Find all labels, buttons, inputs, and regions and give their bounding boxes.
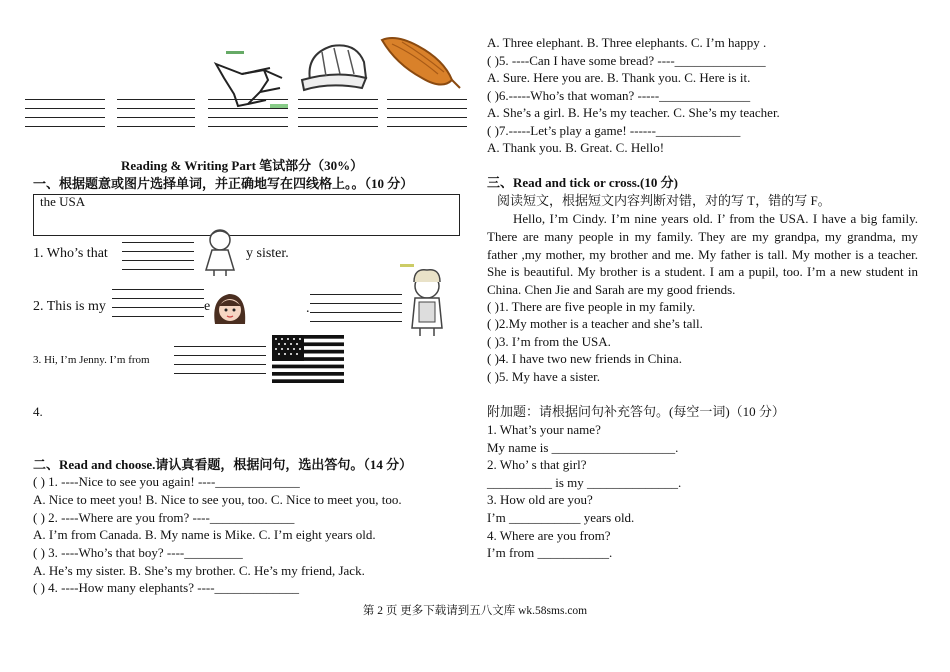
- usa-flag-image: [272, 335, 344, 383]
- schoolgirl-image: [400, 262, 454, 338]
- s2-q5-options: A. Sure. Here you are. B. Thank you. C. Here is it.: [487, 70, 751, 85]
- s2-q6: ( )6.-----Who’s that woman? -----______________: [487, 88, 751, 103]
- s2-q7-options: A. Thank you. B. Great. C. Hello!: [487, 140, 665, 155]
- four-line-grid-2[interactable]: [117, 99, 195, 135]
- s2-q7: ( )7.-----Let’s play a game! ------_____________: [487, 123, 741, 138]
- tf-item-5: ( )5. My have a sister.: [487, 369, 601, 384]
- q3-four-line-grid[interactable]: [174, 346, 266, 382]
- tf-item-1: ( )1. There are five people in my family.: [487, 299, 696, 314]
- section-2-heading: 二、Read and choose.请认真看题，根据问句，选出答句。（14 分）: [33, 457, 413, 472]
- bonus-a2: __________ is my ______________.: [487, 475, 682, 490]
- bonus-q3: 3. How old are you?: [487, 492, 593, 507]
- tf-item-4: ( )4. I have two new friends in China.: [487, 351, 682, 366]
- tf-item-3: ( )3. I’m from the USA.: [487, 334, 611, 349]
- four-line-grid-1[interactable]: [25, 99, 105, 135]
- four-line-grid-5[interactable]: [387, 99, 467, 135]
- reading-passage: Hello, I’m Cindy. I’m nine years old. I’ from the USA. I have a big family. There are many people in my family. They are my grandpa, my grandma, my father ,my mother, my brother and me. My father is tall. My mother is a teacher. She is beautiful. My brother is a student. I am a pupil, too. I’m a new student in China. Chen Jie and Sarah are my good friends.: [487, 211, 918, 298]
- s2-q3: ( ) 3. ----Who’s that boy? ----_________: [33, 545, 243, 560]
- q2-prefix: 2. This is my: [33, 299, 106, 314]
- q1-suffix: y sister.: [246, 246, 289, 261]
- bonus-q2: 2. Who’ s that girl?: [487, 457, 587, 472]
- s2-q5: ( )5. ----Can I have some bread? ----______________: [487, 53, 766, 68]
- girl-image: [198, 226, 248, 276]
- q2-dot: .: [306, 301, 310, 316]
- section-1-heading: 一、根据题意或图片选择单词，并正确地写在四线格上。。（10 分）: [33, 176, 414, 191]
- s2-q2: ( ) 2. ----Where are you from? ----_____________: [33, 510, 295, 525]
- page-footer: 第 2 页 更多下载请到五八文库 wk.58sms.com: [362, 605, 588, 617]
- q2-four-line-grid-1[interactable]: [112, 289, 204, 325]
- q2-four-line-grid-2[interactable]: [310, 294, 402, 330]
- s2-q4-options: A. Three elephant. B. Three elephants. C. I’m happy .: [487, 35, 767, 50]
- s2-q4: ( ) 4. ----How many elephants? ----_____________: [33, 580, 300, 595]
- tf-item-2: ( )2.My mother is a teacher and she’s tall.: [487, 316, 703, 331]
- q2-mid: e: [204, 299, 211, 314]
- girl-portrait-image: [209, 290, 251, 330]
- s2-q1-options: A. Nice to meet you! B. Nice to see you, too. C. Nice to meet you, too.: [33, 492, 402, 507]
- s2-q6-options: A. She’s a girl. B. He’s my teacher. C. She’s my teacher.: [487, 105, 780, 120]
- bonus-q1: 1. What’s your name?: [487, 422, 601, 437]
- s2-q3-options: A. He’s my sister. B. She’s my brother. C. He’s my friend, Jack.: [33, 563, 365, 578]
- q3-text: 3. Hi, I’m Jenny. I’m from: [33, 354, 150, 366]
- q4-text: 4.: [33, 404, 43, 419]
- q1-four-line-grid[interactable]: [122, 242, 194, 278]
- part-title: Reading & Writing Part 笔试部分（30%）: [121, 158, 364, 173]
- section-3-heading: 三、Read and tick or cross.(10 分): [487, 175, 678, 190]
- four-line-grid-4[interactable]: [298, 99, 378, 135]
- pointing-hand-image: [212, 48, 294, 110]
- bonus-a4: I’m from ___________.: [487, 545, 613, 560]
- bonus-q4: 4. Where are you from?: [487, 528, 611, 543]
- q1-prefix: 1. Who’s that: [33, 246, 108, 261]
- s2-q1: ( ) 1. ----Nice to see you again! ----_____________: [33, 474, 300, 489]
- bonus-a3: I’m ___________ years old.: [487, 510, 635, 525]
- s2-q2-options: A. I’m from Canada. B. My name is Mike. C. I’m eight years old.: [33, 527, 376, 542]
- bonus-heading: 附加题：请根据问句补充答句。(每空一词)（10 分）: [487, 404, 785, 419]
- section-3-instruction: 阅读短文，根据短文内容判断对错，对的写 T，错的写 F。: [497, 193, 831, 208]
- bonus-a1: My name is ___________________.: [487, 440, 679, 455]
- word-box-item: the USA: [40, 194, 86, 209]
- sweet-potato-image: [378, 32, 462, 92]
- cap-image: [300, 40, 378, 94]
